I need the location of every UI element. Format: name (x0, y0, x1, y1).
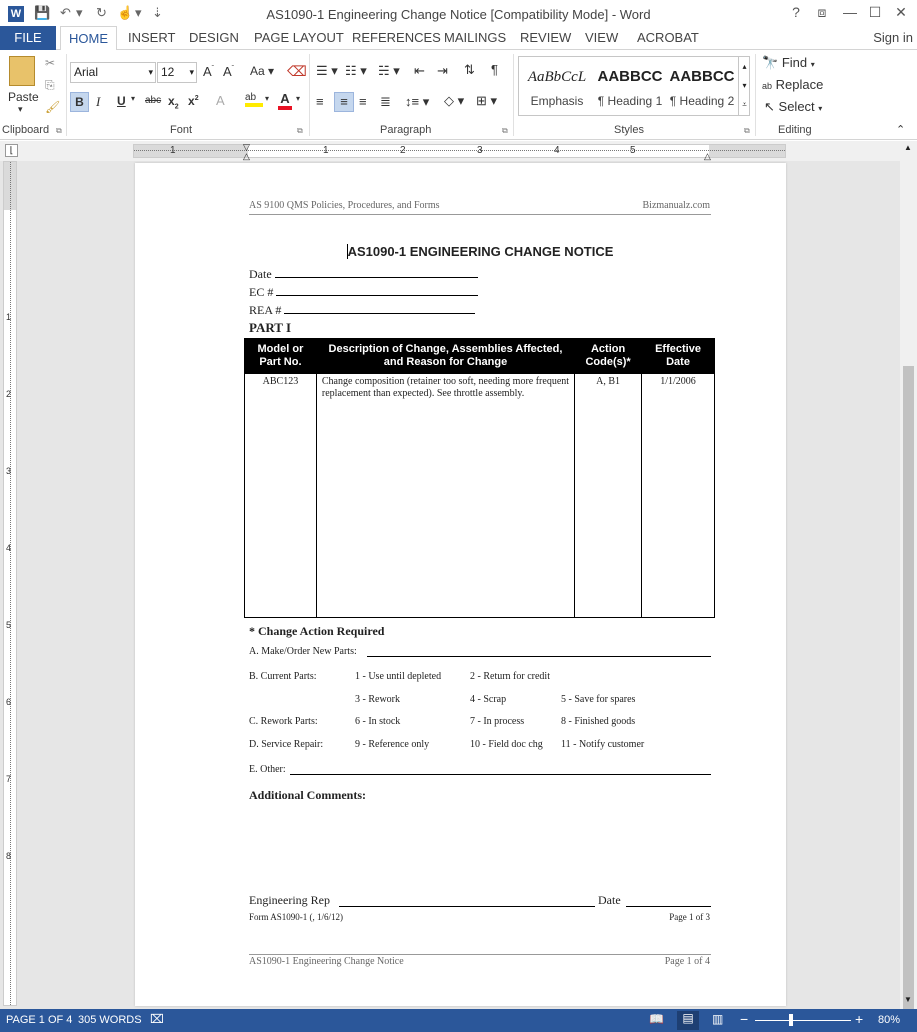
paste-icon[interactable] (9, 56, 35, 86)
style-name: Emphasis (530, 94, 584, 108)
ribbon-display-options-icon[interactable]: ⧈ (817, 4, 827, 20)
engineering-rep-line (339, 906, 595, 907)
font-launcher-icon[interactable]: ⧉ (297, 126, 303, 135)
style-sample: AaBbCcL (527, 69, 587, 85)
tab-acrobat[interactable]: ACROBAT (637, 30, 699, 45)
ec-field-line (276, 284, 478, 296)
service-repair-label: D. Service Repair: (249, 739, 324, 750)
ruler-number: 5 (630, 145, 636, 156)
page-count[interactable]: PAGE 1 OF 4 (6, 1014, 73, 1026)
font-color-icon[interactable]: A (278, 91, 292, 110)
style-emphasis[interactable] (521, 65, 593, 108)
style-sample: AABBCC (597, 68, 663, 85)
select-label: Select (778, 99, 815, 114)
engineering-rep-label: Engineering Rep (249, 893, 330, 907)
select-dropdown-icon[interactable]: ▾ (818, 104, 823, 113)
code-3: 3 - Rework (355, 694, 400, 705)
decrease-indent-icon[interactable]: ⇤ (414, 63, 425, 78)
multilevel-list-icon[interactable]: ☵ ▾ (378, 63, 400, 78)
minimize-icon[interactable]: — (843, 4, 857, 20)
vertical-ruler[interactable] (3, 161, 17, 1006)
footer-rule (249, 954, 711, 955)
tab-mailings[interactable]: MAILINGS (444, 30, 507, 45)
zoom-slider-thumb[interactable] (789, 1014, 793, 1026)
underline-dropdown-icon[interactable]: ▾ (131, 94, 136, 103)
increase-indent-icon[interactable]: ⇥ (437, 63, 448, 78)
form-id: Form AS1090-1 (, 1/6/12) (249, 912, 344, 922)
footer-right: Page 1 of 4 (664, 956, 710, 967)
customize-toolbar-icon[interactable]: ⇣ (152, 5, 163, 20)
scroll-down-icon[interactable]: ▼ (904, 995, 912, 1004)
additional-comments-heading: Additional Comments: (249, 788, 367, 802)
shading-icon[interactable]: ◇ ▾ (444, 93, 465, 108)
strikethrough-icon[interactable]: abc (145, 95, 162, 106)
code-10: 10 - Field doc chg (470, 739, 543, 750)
rea-field (249, 302, 475, 318)
line-spacing-icon[interactable]: ↕≡ ▾ (405, 94, 430, 109)
table-header-cell: Effective Date (642, 339, 715, 374)
select-icon: ↖ (764, 99, 775, 114)
font-size-dropdown-icon[interactable]: ▾ (189, 67, 194, 77)
other-label: E. Other: (249, 764, 286, 775)
ruler-number: 1 (170, 145, 176, 156)
tab-references[interactable]: REFERENCES (352, 30, 441, 45)
document-title (249, 244, 711, 260)
table-cell[interactable]: A, B1 (575, 374, 642, 618)
vruler-number: 1 (6, 312, 12, 322)
rea-field-label: REA # (249, 303, 282, 317)
tab-design[interactable]: DESIGN (189, 30, 239, 45)
editing-group-label: Editing (778, 124, 812, 136)
close-icon[interactable]: ✕ (895, 4, 907, 20)
change-case-label: Aa (250, 64, 265, 78)
footer-left: AS1090-1 Engineering Change Notice (249, 956, 404, 967)
paste-dropdown-icon[interactable]: ▾ (18, 104, 23, 114)
form-page-number: Page 1 of 3 (669, 912, 710, 922)
bullets-icon[interactable]: ☰ ▾ (316, 63, 338, 78)
code-6: 6 - In stock (355, 716, 401, 727)
superscript-icon[interactable]: $x^2$ (188, 94, 199, 108)
ribbon-tabs (0, 26, 917, 50)
ec-field (249, 284, 478, 300)
tab-review[interactable]: REVIEW (520, 30, 572, 45)
borders-icon[interactable]: ⊞ ▾ (476, 93, 498, 108)
code-8: 8 - Finished goods (561, 716, 636, 727)
style-name: ¶ Heading 2 (669, 94, 735, 108)
date-field-line (275, 266, 478, 278)
table-cell[interactable]: Change composition (retainer too soft, needing more frequent replacement than expected). See throttle assembly. (316, 374, 574, 618)
proofing-icon[interactable]: ⌧ (150, 1012, 164, 1026)
replace-icon: ab (762, 81, 773, 91)
style-sample: AABBCC (669, 68, 735, 85)
status-bar (0, 1009, 917, 1032)
tab-page-layout[interactable]: PAGE LAYOUT (254, 30, 344, 45)
first-line-indent-marker[interactable]: ▽ (243, 142, 250, 152)
vertical-scrollbar[interactable] (900, 141, 917, 1009)
ruler-number: 4 (554, 145, 560, 156)
italic-icon[interactable]: I (96, 94, 101, 109)
styles-group-label: Styles (614, 124, 644, 136)
paragraph-group-label: Paragraph (380, 124, 432, 136)
make-order-label: A. Make/Order New Parts: (249, 646, 357, 657)
zoom-out-button[interactable]: − (740, 1011, 749, 1027)
table-header-cell: Action Code(s)* (575, 339, 642, 374)
word-count[interactable]: 305 WORDS (78, 1014, 142, 1026)
style-name: ¶ Heading 1 (597, 94, 663, 108)
table-row (245, 374, 715, 618)
touch-mode-icon[interactable]: ☝ (117, 5, 134, 20)
print-layout-icon[interactable]: ▤ (677, 1011, 699, 1030)
ribbon-home (0, 50, 917, 140)
horizontal-ruler[interactable] (133, 142, 786, 161)
document-title-text: AS1090-1 ENGINEERING CHANGE NOTICE (347, 244, 614, 259)
highlight-dropdown-icon[interactable]: ▾ (265, 94, 270, 103)
hanging-indent-marker[interactable]: △ (243, 151, 250, 161)
vruler-number: 3 (6, 466, 12, 476)
align-left-icon[interactable]: ≡ (316, 94, 324, 109)
zoom-slider-track[interactable] (755, 1020, 851, 1021)
justify-icon[interactable]: ≣ (380, 94, 391, 109)
group-divider (66, 54, 67, 136)
change-action-title: * Change Action Required (249, 624, 385, 638)
undo-dropdown-icon[interactable]: ▾ (76, 5, 83, 20)
other-line (290, 774, 711, 775)
code-4: 4 - Scrap (470, 694, 507, 705)
style-heading-2[interactable] (666, 65, 738, 108)
vruler-number: 6 (6, 697, 12, 707)
rework-parts-label: C. Rework Parts: (249, 716, 318, 727)
make-order-line (367, 656, 711, 657)
replace-button[interactable] (762, 77, 823, 92)
word-app-icon[interactable]: W (8, 6, 24, 22)
code-11: 11 - Notify customer (561, 739, 645, 750)
select-button[interactable] (764, 99, 822, 115)
vruler-number: 7 (6, 774, 12, 784)
save-icon[interactable]: 💾 (34, 5, 51, 20)
tab-home[interactable]: HOME (60, 26, 117, 51)
table-header-cell: Description of Change, Assemblies Affected, and Reason for Change (316, 339, 574, 374)
clipboard-group-label: Clipboard (2, 124, 50, 136)
font-name-box[interactable] (70, 62, 156, 83)
styles-more-icon[interactable]: ⩡ (742, 100, 747, 109)
vruler-number: 4 (6, 543, 12, 553)
change-case-button[interactable]: Aa ▾ (250, 64, 275, 78)
tab-selector-icon[interactable]: ⌊ (5, 144, 18, 157)
find-label: Find (781, 55, 808, 70)
find-button[interactable] (762, 55, 815, 71)
date-field (249, 266, 478, 282)
signature-date-line (626, 906, 711, 907)
zoom-level[interactable]: 80% (878, 1014, 901, 1026)
web-layout-icon[interactable]: ▥ (712, 1012, 724, 1026)
header-rule (249, 214, 711, 215)
find-icon: 🔭 (762, 55, 779, 70)
vruler-ticks (10, 162, 11, 1005)
find-dropdown-icon[interactable]: ▾ (810, 60, 815, 69)
vruler-number: 5 (6, 620, 12, 630)
align-right-icon[interactable]: ≡ (359, 94, 367, 109)
tab-insert[interactable]: INSERT (128, 30, 176, 45)
font-name-dropdown-icon[interactable]: ▾ (148, 67, 153, 77)
group-divider (309, 54, 310, 136)
font-size-value: 12 (161, 65, 175, 79)
font-size-box[interactable] (157, 62, 197, 83)
table-cell[interactable]: 1/1/2006 (642, 374, 715, 618)
ec-field-label: EC # (249, 285, 274, 299)
bold-icon[interactable]: B (70, 92, 89, 112)
code-1: 1 - Use until depleted (355, 671, 442, 682)
maximize-icon[interactable]: ☐ (868, 4, 882, 20)
clipboard-launcher-icon[interactable]: ⧉ (56, 126, 62, 135)
clear-formatting-icon[interactable]: ⌫ (287, 63, 307, 79)
scroll-up-icon[interactable]: ▲ (904, 143, 912, 152)
code-5: 5 - Save for spares (561, 694, 636, 705)
read-mode-icon[interactable]: 📖 (649, 1012, 664, 1026)
group-divider (513, 54, 514, 136)
code-7: 7 - In process (470, 716, 525, 727)
tab-view[interactable]: VIEW (585, 30, 619, 45)
table-header-row (245, 339, 715, 374)
copy-icon[interactable]: ⎘ (45, 78, 55, 92)
style-heading-1[interactable] (594, 65, 666, 108)
horizontal-ruler-area (0, 141, 917, 161)
show-formatting-marks-icon[interactable]: ¶ (491, 62, 498, 77)
date-field-label: Date (249, 267, 272, 281)
scroll-thumb[interactable] (903, 366, 914, 1011)
title-bar (0, 0, 917, 28)
sign-in-link[interactable]: Sign in (873, 30, 913, 45)
tab-file[interactable]: FILE (0, 26, 56, 50)
rea-field-line (284, 302, 475, 314)
font-color-dropdown-icon[interactable]: ▾ (296, 94, 301, 103)
header-left: AS 9100 QMS Policies, Procedures, and Forms (249, 200, 440, 211)
underline-icon[interactable]: U (117, 94, 126, 108)
paragraph-launcher-icon[interactable]: ⧉ (502, 126, 508, 135)
zoom-in-button[interactable]: + (855, 1011, 864, 1027)
code-2: 2 - Return for credit (470, 671, 550, 682)
text-effects-icon[interactable]: A (216, 93, 225, 108)
grow-font-icon[interactable]: $A^ˆ$ (203, 64, 215, 79)
code-9: 9 - Reference only (355, 739, 430, 750)
current-parts-label: B. Current Parts: (249, 671, 317, 682)
paste-button[interactable]: Paste (8, 90, 39, 104)
right-indent-marker[interactable]: △ (704, 151, 711, 161)
numbering-icon[interactable]: ☷ ▾ (345, 63, 367, 78)
document-page[interactable] (135, 163, 786, 1006)
sort-icon[interactable]: ⇅ (464, 62, 475, 77)
vruler-number: 8 (6, 851, 12, 861)
replace-label: Replace (775, 77, 824, 92)
part-heading: PART I (249, 320, 292, 335)
ruler-number: 2 (400, 145, 406, 156)
styles-launcher-icon[interactable]: ⧉ (744, 126, 750, 135)
window-title: AS1090-1 Engineering Change Notice [Compatibility Mode] - Word (266, 7, 651, 22)
change-table (244, 338, 715, 618)
collapse-ribbon-icon[interactable]: ⌃ (896, 124, 906, 136)
touch-mode-dropdown-icon[interactable]: ▾ (135, 5, 142, 20)
undo-icon[interactable]: ↶ (60, 5, 71, 20)
font-name-value: Arial (74, 65, 99, 79)
cut-icon[interactable]: ✂ (45, 56, 56, 70)
format-painter-icon[interactable]: 🖌 (45, 100, 61, 114)
subscript-icon[interactable]: $x_2$ (168, 94, 179, 111)
group-divider (755, 54, 756, 136)
ruler-number: 3 (477, 145, 483, 156)
vruler-number: 2 (6, 389, 12, 399)
styles-scroll[interactable] (738, 57, 750, 115)
align-center-icon[interactable]: ≡ (334, 92, 354, 112)
header-right: Bizmanualz.com (642, 200, 710, 211)
shrink-font-icon[interactable]: $A^ˇ$ (223, 64, 235, 79)
styles-gallery (518, 56, 750, 116)
help-button[interactable]: ? (792, 4, 800, 20)
styles-scroll-up-icon[interactable]: ▴ (742, 62, 747, 71)
table-cell[interactable]: ABC123 (245, 374, 317, 618)
ruler-ticks (134, 150, 785, 152)
highlight-color-icon[interactable]: ab (245, 92, 263, 107)
signature-date-label: Date (598, 893, 621, 907)
redo-icon[interactable]: ↻ (96, 5, 107, 20)
font-group-label: Font (170, 124, 193, 136)
table-header-cell: Model or Part No. (245, 339, 317, 374)
styles-scroll-down-icon[interactable]: ▾ (742, 81, 747, 90)
ruler-number: 1 (323, 145, 329, 156)
